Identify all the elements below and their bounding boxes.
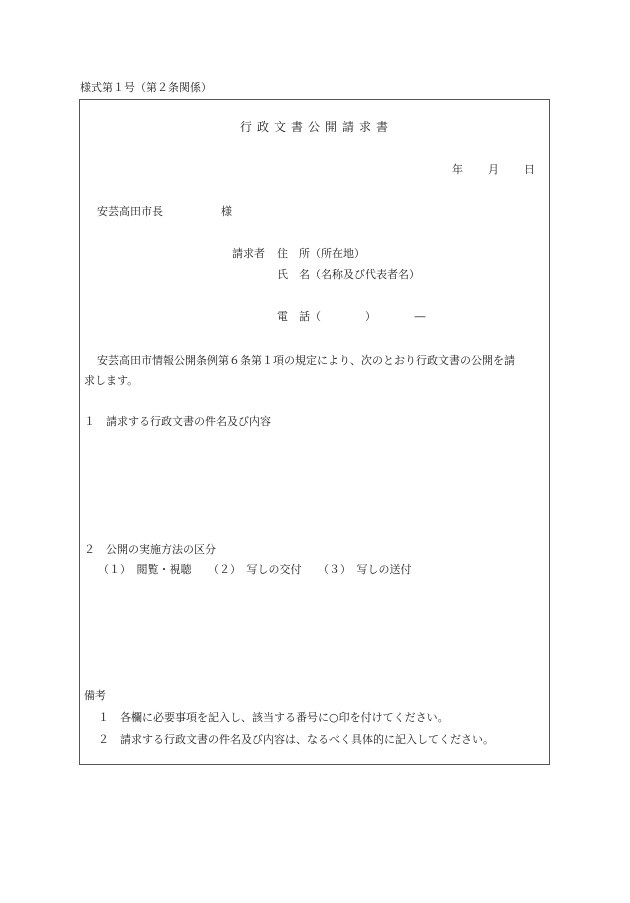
addressee-name: 安芸高田市長 bbox=[97, 205, 163, 218]
document-title: 行政文書公開請求書 bbox=[240, 120, 394, 134]
address-field-label: 住 所（所在地） bbox=[277, 247, 365, 260]
name-field-label: 氏 名（名称及び代表者名） bbox=[277, 268, 420, 281]
phone-field-label: 電 話（ ） ― bbox=[277, 310, 426, 323]
date-year: 年 bbox=[452, 163, 463, 176]
requester-label: 請求者 bbox=[232, 247, 265, 260]
form-number-label: 様式第１号（第２条関係） bbox=[80, 81, 212, 94]
date-day: 日 bbox=[524, 163, 535, 176]
notes-title: 備考 bbox=[84, 689, 106, 702]
disclosure-method-options: （１） 閲覧・視聴 （２） 写しの交付 （３） 写しの送付 bbox=[98, 563, 412, 576]
body-text-line-2: 求します。 bbox=[84, 374, 139, 387]
date-month: 月 bbox=[488, 163, 499, 176]
form-frame bbox=[79, 99, 550, 765]
section-2-title: ２ 公開の実施方法の区分 bbox=[84, 543, 216, 556]
note-item: ２ 請求する行政文書の件名及び内容は、なるべく具体的に記入してください。 bbox=[98, 733, 494, 746]
date-line bbox=[452, 164, 535, 175]
addressee-honorific: 様 bbox=[221, 205, 232, 218]
section-1-title: １ 請求する行政文書の件名及び内容 bbox=[84, 415, 271, 428]
addressee bbox=[97, 206, 232, 217]
body-text-line-1: 安芸高田市情報公開条例第６条第１項の規定により、次のとおり行政文書の公開を請 bbox=[97, 354, 515, 367]
note-item: １ 各欄に必要事項を記入し、該当する番号に○印を付けてください。 bbox=[98, 711, 449, 724]
